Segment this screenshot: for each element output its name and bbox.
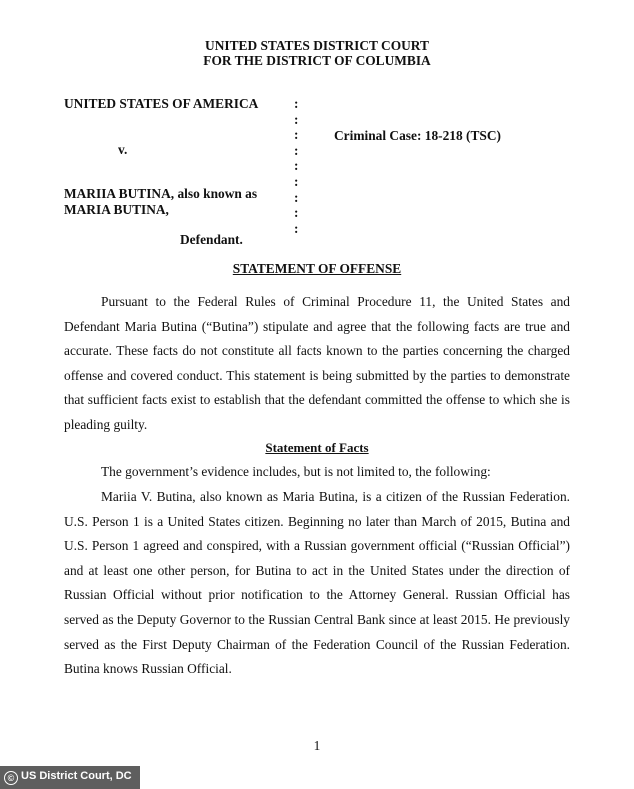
plaintiff-name: UNITED STATES OF AMERICA — [64, 96, 259, 111]
source-credit — [0, 766, 140, 789]
caption-colon: : — [294, 111, 299, 127]
caption-colon: : — [294, 173, 299, 189]
caption-colon: : — [294, 158, 299, 174]
caption-colon: : — [294, 205, 299, 221]
court-name: UNITED STATES DISTRICT COURT — [205, 38, 429, 53]
intro-paragraph: Pursuant to the Federal Rules of Criminal Procedure 11, the United States and Defendant Maria Butina (“Butina”) stipulate and agree that the following facts are true and accurate. These facts do not constitute all facts known to the parties concerning the charged offense and covered conduct. This statement is being submitted by the parties to demonstrate that sufficient facts exist to establish that the defendant committed the offense to which she is pleading guilty. — [64, 294, 570, 432]
versus-label: v. — [118, 142, 128, 157]
court-header — [0, 38, 634, 68]
caption-colon: : — [294, 96, 299, 111]
court-district: FOR THE DISTRICT OF COLUMBIA — [203, 53, 431, 68]
defendant-name-line2: MARIA BUTINA, — [64, 202, 169, 217]
defendant-role: Defendant. — [180, 232, 243, 247]
defendant-name-line1: MARIIA BUTINA, also known as — [64, 186, 258, 201]
source-credit-text: US District Court, DC — [21, 770, 132, 782]
caption-colon: : — [294, 142, 299, 158]
page-number: 1 — [313, 738, 321, 753]
caption-colon: : — [294, 189, 299, 205]
facts-paragraph: Mariia V. Butina, also known as Maria Butina, is a citizen of the Russian Federation. U.S. Person 1 is a United States citizen. Beginning no later than March of 2015, Butina and U.S. Person 1 agreed and conspired, with a Russian government official (“Russian Official”) and at least one other person, for Butina to act in the United States under the direction of Russian Official without prior notification to the Attorney General. Russian Official has served as the Deputy Governor to the Russian Central Bank since at least 2015. He previously served as the First Deputy Chairman of the Federation Council of the Russian Federation. Butina knows Russian Official. — [64, 489, 570, 677]
copyright-icon: © — [4, 771, 18, 785]
caption-colon-column — [294, 96, 304, 236]
evidence-paragraph: The government’s evidence includes, but is not limited to, the following: — [101, 464, 491, 479]
caption-colon: : — [294, 220, 299, 236]
caption-colon: : — [294, 127, 299, 143]
statement-heading: STATEMENT OF OFFENSE — [232, 261, 402, 276]
case-number: Criminal Case: 18-218 (TSC) — [334, 128, 501, 143]
facts-heading: Statement of Facts — [265, 440, 369, 455]
